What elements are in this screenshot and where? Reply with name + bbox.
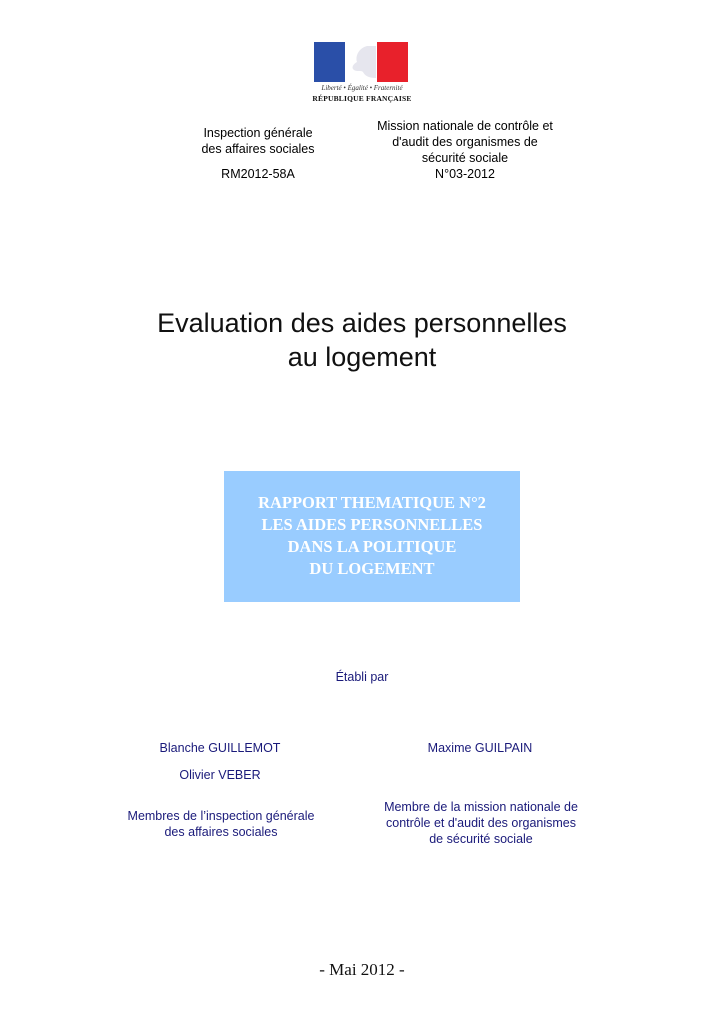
title-line-1: Evaluation des aides personnelles [157,308,567,338]
document-title [60,306,664,374]
igas-line-2: des affaires sociales [201,142,315,156]
author-veber: Olivier VEBER [179,768,261,782]
etabli-par: Établi par [335,670,389,684]
logo-republique-text: RÉPUBLIQUE FRANÇAISE [312,94,412,103]
igas-members-caption [110,808,332,840]
mnc-reference: N°03-2012 [435,167,495,181]
mnc-members-caption [370,799,592,847]
mnc-members-line-2: contrôle et d'audit des organismes [386,816,576,830]
mnc-line-1: Mission nationale de contrôle et [377,119,553,133]
mnc-line-2: d'audit des organismes de [392,135,538,149]
title-line-2: au logement [287,342,437,372]
igas-members-line-1: Membres de l’inspection générale [127,809,315,823]
mnc-members-line-1: Membre de la mission nationale de [384,800,578,814]
igas-line-1: Inspection générale [203,126,313,140]
republique-francaise-logo [312,42,412,106]
mnc-members-line-3: de sécurité sociale [429,832,533,846]
rapport-line-2: LES AIDES PERSONNELLES [261,515,483,534]
mnc-line-3: sécurité sociale [421,151,509,165]
igas-members-line-2: des affaires sociales [164,825,278,839]
rapport-line-3: DANS LA POLITIQUE [287,537,457,556]
rapport-box [224,471,520,602]
mnc-header [360,118,570,182]
igas-header [178,125,338,182]
french-flag-icon [314,42,408,82]
author-guillemot: Blanche GUILLEMOT [159,741,281,755]
logo-motto: Liberté • Égalité • Fraternité [321,84,403,92]
report-date: - Mai 2012 - [319,960,405,979]
rapport-line-1: RAPPORT THEMATIQUE N°2 [258,493,486,512]
rapport-text [224,492,520,580]
author-guilpain: Maxime GUILPAIN [427,741,533,755]
igas-reference: RM2012-58A [221,167,295,181]
rapport-line-4: DU LOGEMENT [309,559,435,578]
